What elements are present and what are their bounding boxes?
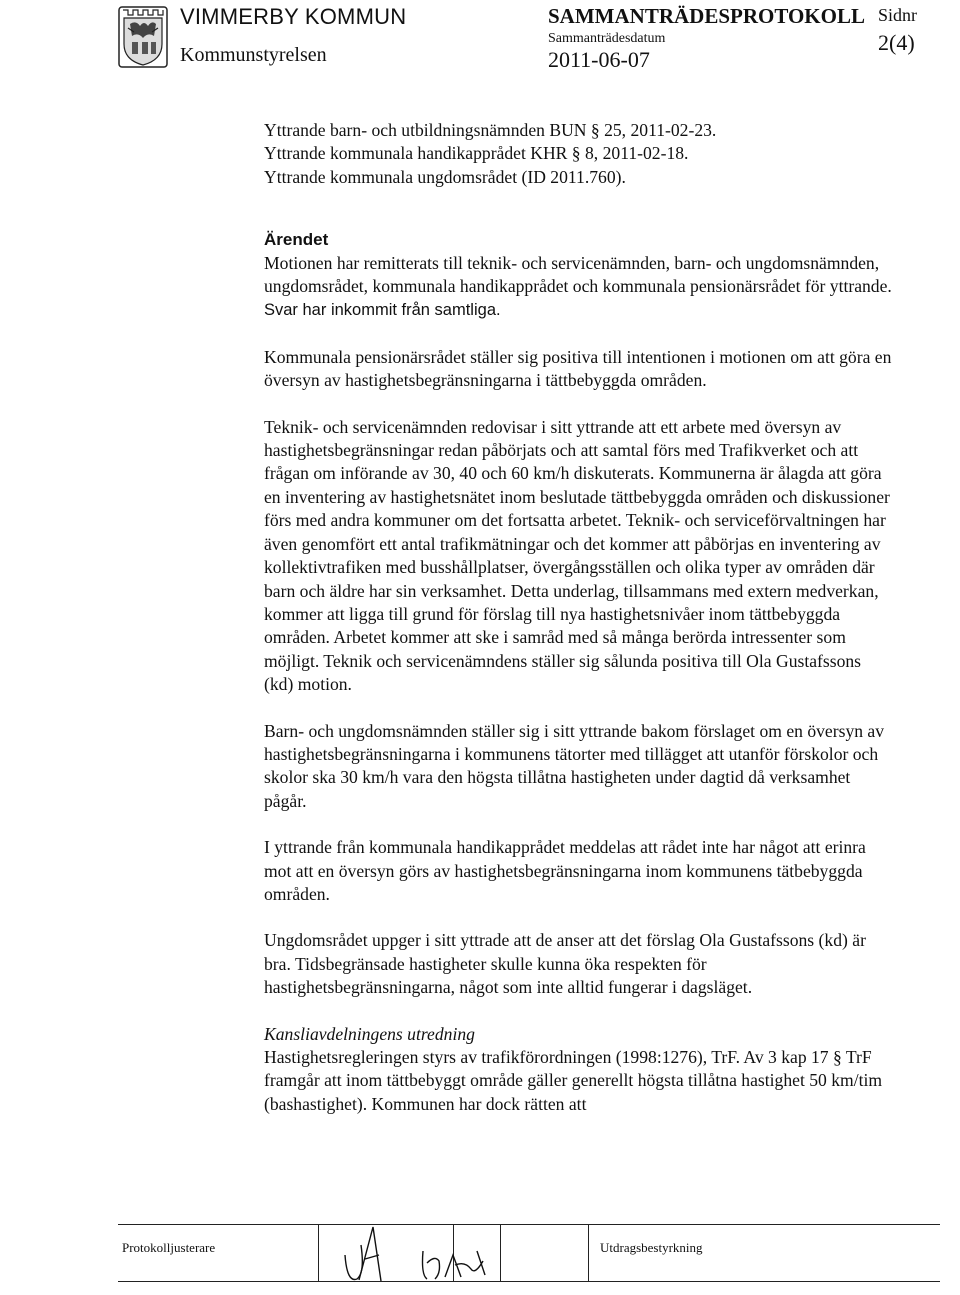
protocol-adjuster-label: Protokolljusterare <box>122 1240 216 1255</box>
footer-bottom-rule <box>118 1281 940 1282</box>
handwritten-signature-icon <box>335 1225 515 1289</box>
meeting-date-label: Sammanträdesdatum <box>548 31 666 46</box>
paragraph-pensionarsradet: Kommunala pensionärsrådet ställer sig positiva till intentionen i motionen om att göra en översyn av hastighetsbegränsningarna i tättbebyggda områden. <box>264 346 892 391</box>
footer-divider <box>588 1224 589 1281</box>
paragraph-utredning: Hastighetsregleringen styrs av trafikförordningen (1998:1276), TrF. Av 3 kap 17 § TrF framgår att inom tättbebyggt område gäller generellt högsta tillåtna hastighet 50 km/tim (bashastighet). Kommunen har dock rätten att <box>264 1047 883 1114</box>
arendet-text-tail: Svar har inkommit från samtliga. <box>264 301 501 320</box>
municipal-coat-of-arms-icon <box>118 6 168 68</box>
paragraph-handikapprad: I yttrande från kommunala handikapprådet meddelas att rådet inte har något att erinra mot att en översyn görs av hastighetsbegränsningarna inom kommunens tätbebyggda områden. <box>264 837 866 904</box>
paragraph-teknik-service: Teknik- och servicenämnden redovisar i sitt yttrande att ett arbete med översyn av hastighetsbegränsningar redan påbörjats och att samtal förs med Trafikverket och att frågan om införande av 30, 40 och 60 km/h diskuterats. Kommunerna är ålagda att göra en inventering av hastighetsnätet inom beslutade tättbebyggda områden och diskussioner förs med andra kommuner om det fortsatta arbetet. Teknik- och serviceförvaltningen har även genomfört ett antal trafikmätningar och det kommer att påbörjas en inventering av kollektivtrafiken med busshållplatser, övergångsställen och olika typer av områden där barn och äldre har sin verksamhet. Detta underlag, tillsammans med extern medverkan, kommer att ligga till grund för förslag till nya hastighetsnivåer inom tättbebyggda områden. Arbetet kommer att ske i samråd med så många berörda intressenter som möjligt. Teknik och servicenämndens ställer sig sålunda positiva till Ola Gustafssons (kd) motion. <box>264 416 890 695</box>
arendet-paragraph <box>264 252 894 323</box>
intro-line-khr: Yttrande kommunala handikapprådet KHR § 8, 2011-02-18. <box>264 143 689 164</box>
intro-line-bun: Yttrande barn- och utbildningsnämnden BUN § 25, 2011-02-23. <box>264 120 717 140</box>
extract-certification-label: Utdragsbestyrkning <box>600 1240 703 1255</box>
arendet-heading: Ärendet <box>264 230 329 250</box>
footer-divider <box>318 1224 319 1281</box>
intro-line-ungdomsradet: Yttrande kommunala ungdomsrådet (ID 2011.760). <box>264 166 626 187</box>
page-number-label: Sidnr <box>878 5 918 25</box>
meeting-date-value: 2011-06-07 <box>548 47 650 72</box>
document-title: SAMMANTRÄDESPROTOKOLL <box>548 4 865 28</box>
utredning-heading: Kansliavdelningens utredning <box>264 1023 475 1044</box>
paragraph-ungdomsrad: Ungdomsrådet uppger i sitt yttrade att de anser att det förslag Ola Gustafssons (kd) är bra. Tidsbegränsade hastigheter skulle kunna öka respekten för hastighetsbegränsningarna, något som inte alltid fungerar i dagsläget. <box>264 930 866 998</box>
arendet-text: Motionen har remitterats till teknik- och servicenämnden, barn- och ungdomsnämnden, ungdomsrådet, kommunala handikapprådet och kommunala pensionärsrådet för yttrande. <box>264 252 892 297</box>
protocol-body <box>264 119 894 1116</box>
organization-unit: Kommunstyrelsen <box>180 44 327 66</box>
page-number-value: 2(4) <box>878 30 915 55</box>
paragraph-barn-ungdom: Barn- och ungdomsnämnden ställer sig i sitt yttrande bakom förslaget om en översyn av hastighetsbegränsningarna i kommunens tätorter med tillägget att utanför förskolor och skolor ska 30 km/h vara den högsta tillåtna hastigheten under dagtid då verksamhet pågår. <box>264 720 885 811</box>
footer-top-rule <box>118 1224 940 1225</box>
organization-name: VIMMERBY KOMMUN <box>180 4 407 29</box>
